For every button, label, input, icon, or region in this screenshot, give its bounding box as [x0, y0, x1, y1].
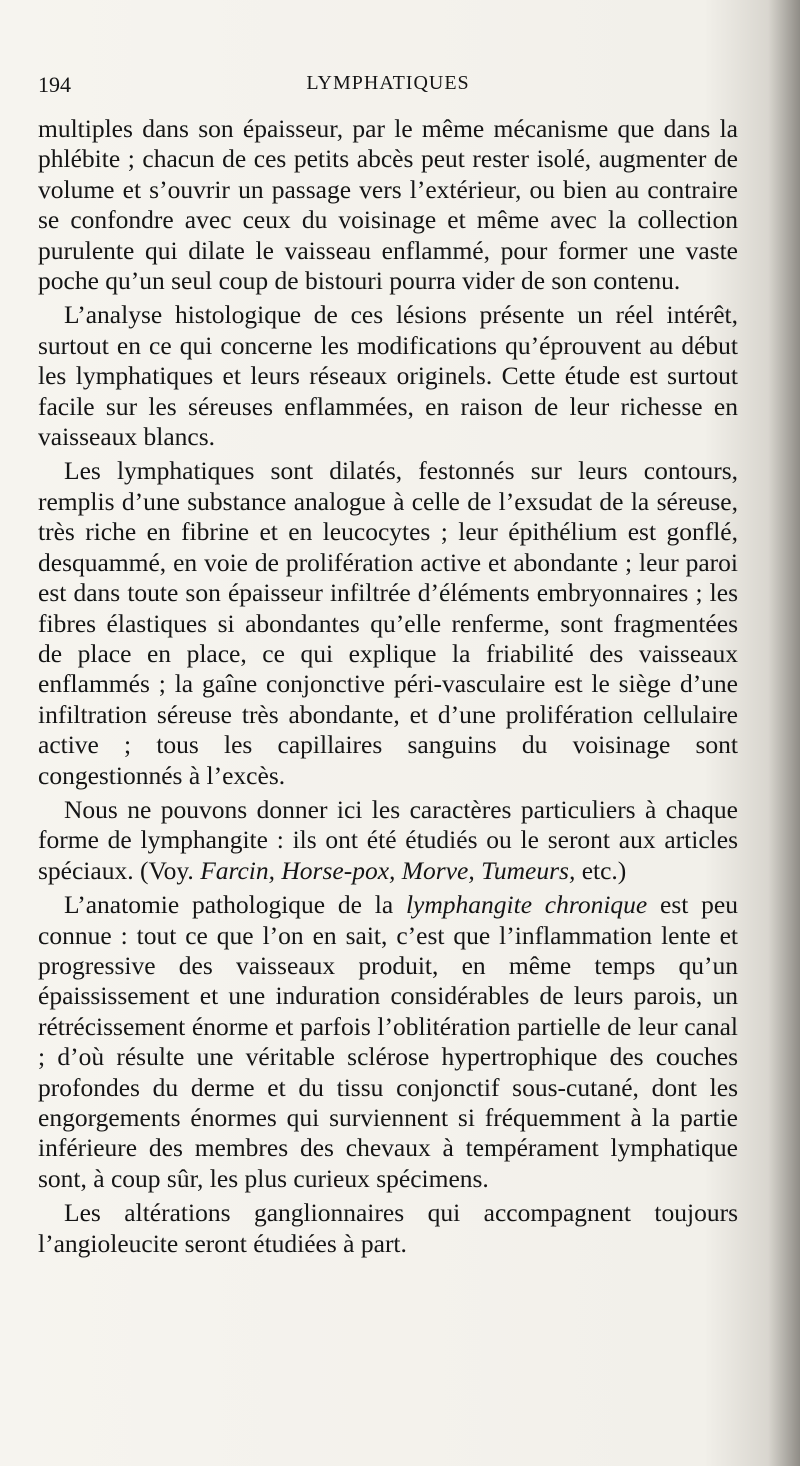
body-text [38, 114, 738, 1259]
paragraph-text: multiples dans son épaisseur, par le même mécanisme que dans la phlébite ; chacun de ces petits abcès peut rester isolé, augmenter de volume et s’ouvrir un passage vers l’extérieur, ou bien au contraire se confondre avec ceux du voisinage et même avec la collection purulente qui dilate le vaisseau enflammé, pour former une vaste poche qu’un seul coup de bistouri pourra vider de son contenu. [38, 114, 738, 296]
paragraph-text: L’analyse histologique de ces lésions présente un réel intérêt, surtout en ce qui concerne les modifications qu’éprouvent au début les lymphatiques et leurs réseaux originels. Cette étude est surtout facile sur les séreuses enflammées, en raison de leur richesse en vaisseaux blancs. [38, 300, 738, 452]
paragraph-text: est peu connue : tout ce que l’on en sait, c’est que l’inflammation lente et progressive des vaisseaux produit, en même temps qu’un épaississement et une induration considérables de leurs parois, un rétrécissement énorme et parfois l’oblitération partielle de leur canal ; d’où résulte une véritable sclérose hypertrophique des couches profondes du derme et du tissu conjonctif sous-cutané, dont les engorgements énormes qui surviennent si fréquemment à la partie inférieure des membres des chevaux à tempérament lymphatique sont, à coup sûr, les plus curieux spécimens. [38, 890, 738, 1193]
running-title: LYMPHATIQUES [306, 72, 470, 94]
paragraph-text: etc.) [575, 855, 627, 885]
paragraph-text: L’anatomie pathologique de la [64, 890, 406, 920]
page-header [38, 72, 738, 102]
paragraph [38, 456, 738, 790]
paragraph [38, 795, 738, 886]
paragraph-text: Les lymphatiques sont dilatés, festonnés sur leurs contours, remplis d’une substance analogue à celle de l’exsudat de la séreuse, très riche en fibrine et en leucocytes ; leur épithélium est gonflé, desquammé, en voie de prolifération active et abondante ; leur paroi est dans toute son épaisseur infiltrée d’éléments embryonnaires ; les fibres élastiques si abondantes qu’elle renferme, sont fragmentées de place en place, ce qui explique la friabilité des vaisseaux enflammés ; la gaîne conjonctive péri-vasculaire est le siège d’une infiltration séreuse très abondante, et d’une prolifération cellulaire active ; tous les capillaires sanguins du voisinage sont congestionnés à l’excès. [38, 456, 738, 790]
italic-reference: Farcin, Horse-pox, Morve, Tumeurs, [200, 855, 576, 885]
page-number: 194 [38, 72, 71, 97]
italic-term: lymphangite chronique [405, 890, 648, 920]
paragraph-text: Nous ne pouvons donner ici les caractères particuliers à chaque forme de lymphangite : ils ont été étudiés ou le seront aux articles spéciaux. (Voy. [38, 794, 738, 885]
paragraph [38, 1198, 738, 1259]
paragraph-text: Les altérations ganglionnaires qui accompagnent toujours l’angioleucite seront étudiées à part. [38, 1198, 738, 1258]
paragraph [38, 890, 738, 1194]
paragraph [38, 300, 738, 452]
paragraph [38, 114, 738, 296]
